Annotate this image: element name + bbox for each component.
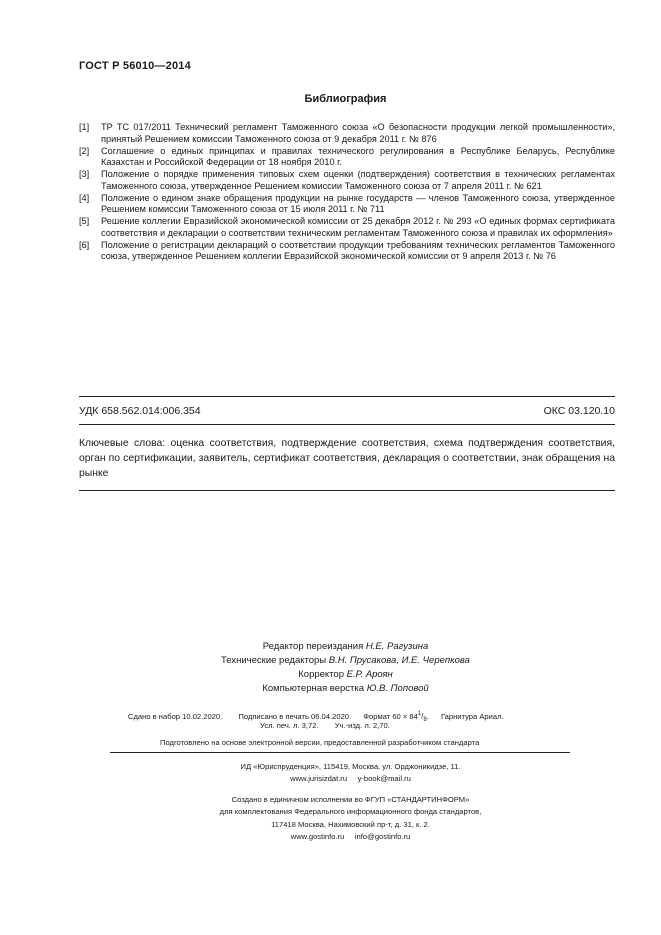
bibliography-item-text: Положение о порядке применения типовых схем оценки (подтверждения) соответствия в технических регламентах Таможенного союза, утвержденное Решением комиссии Таможенного союза от 7 апреля 2011 г. № 621: [101, 169, 615, 191]
tech-editors-names: В.Н. Прусакова, И.Е. Черепкова: [328, 655, 470, 666]
standard-header: ГОСТ Р 56010—2014: [79, 60, 191, 72]
prepared-note: Подготовлено на основе электронной версии, предоставленной разработчиком стандарта: [160, 738, 480, 747]
layout-name: Ю.В. Поповой: [366, 683, 429, 694]
credits-block: [0, 640, 661, 696]
bibliography-item-text: ТР ТС 017/2011 Технический регламент Таможенного союза «О безопасности продукции легкой промышленности», принятый Решением комиссии Таможенного союза от 9 декабря 2011 г. № 876: [101, 122, 615, 144]
creator-line: Создано в единичном исполнении во ФГУП «СТАНДАРТИНФОРМ»: [231, 795, 470, 804]
typeface-info: Гарнитура Ариал.: [440, 711, 504, 721]
print-sheets: Усл. печ. л. 3,72.: [260, 721, 319, 730]
creator-contacts: www.gostinfo.ru info@gostinfo.ru: [290, 832, 411, 841]
layout-line: [30, 682, 661, 696]
top-divider: [79, 396, 615, 397]
bibliography-item: [79, 240, 615, 263]
bibliography-list: [79, 122, 615, 263]
corrector-line: [30, 668, 661, 682]
bibliography-item: [79, 146, 615, 169]
corrector-name: Е.Р. Ароян: [346, 669, 393, 680]
tech-editors-line: [30, 654, 661, 668]
signed-date: Подписано в печать 06.04.2020.: [238, 711, 352, 721]
bibliography-item-text: Решение коллегии Евразийской экономической комиссии от 25 декабря 2012 г. № 293 «О единых формах сертификата соответствия и декларации о соответствии техническим регламентам Таможенного союза и правилах их оформления»: [101, 216, 615, 238]
bibliography-item-number: [3]: [79, 169, 90, 179]
bibliography-item-number: [6]: [79, 239, 90, 250]
sheets-row: [260, 720, 390, 732]
bibliography-item-text: Положение о едином знаке обращения продукции на рынке государств — членов Таможенного союза, утвержденное Решением комиссии Таможенного союза от 15 июля 2011 г. № 711: [101, 192, 615, 214]
tech-editors-label: Технические редакторы: [221, 655, 327, 666]
format-suffix: .: [426, 711, 429, 721]
corrector-label: Корректор: [298, 669, 344, 680]
bibliography-title: Библиография: [304, 93, 387, 105]
bibliography-item-number: [5]: [79, 216, 90, 226]
keywords-paragraph: Ключевые слова: оценка соответствия, подтверждение соответствия, схема подтверждения соответствия, орган по сертификации, заявитель, сертификат соответствия, декларация о соответствии, знак обращения на рынке: [79, 438, 615, 479]
middle-divider: [79, 424, 615, 425]
publisher-contacts: www.jurisizdat.ru y-book@mail.ru: [290, 774, 411, 783]
bibliography-item-text: Соглашение о единых принципах и правилах технического регулирования в Республике Беларусь, Республике Казахстан и Российской Федерации от 18 ноября 2010 г.: [101, 145, 615, 167]
bibliography-item-text: Положение о регистрации деклараций о соответствии продукции требованиям технических регламентов Таможенного союза, утвержденное Решением коллегии Евразийской экономической комиссии от 9 апреля 2013 г. № 76: [101, 239, 615, 261]
format-prefix: Формат 60 × 84: [363, 711, 418, 721]
bibliography-item: [79, 216, 615, 239]
edition-sheets: Уч.-изд. л. 2,70.: [334, 721, 390, 730]
editor-label: Редактор переиздания: [262, 641, 364, 652]
format-info: Формат $60 \times 84^1/_8$.: [363, 711, 429, 724]
bibliography-item: [79, 169, 615, 192]
bibliography-item: [79, 122, 615, 145]
format-numerator: 1: [417, 711, 422, 717]
bibliography-item-number: [1]: [79, 122, 90, 132]
creator-address: 117418 Москва, Нахимовский пр-т, д. 31, к. 2.: [271, 820, 430, 829]
bottom-divider: [79, 490, 615, 491]
editor-line: [30, 640, 661, 654]
editor-name: Н.Е. Рагузина: [365, 641, 429, 652]
layout-label: Компьютерная верстка: [262, 683, 365, 694]
submitted-date: Сдано в набор 10.02.2020.: [128, 711, 223, 721]
oks-code: ОКС 03.120.10: [543, 405, 615, 417]
fund-line: для комплектования Федерального информационного фонда стандартов,: [219, 807, 482, 816]
bibliography-item-number: [2]: [79, 145, 90, 156]
format-denominator: 8: [423, 717, 427, 724]
publisher-divider: [110, 752, 570, 753]
udk-code: УДК 658.562.014:006.354: [79, 405, 201, 417]
publisher-address: ИД «Юриспруденция», 115419, Москва, ул. Орджоникидзе, 11.: [240, 762, 461, 771]
bibliography-item-number: [4]: [79, 192, 90, 203]
bibliography-item: [79, 193, 615, 216]
